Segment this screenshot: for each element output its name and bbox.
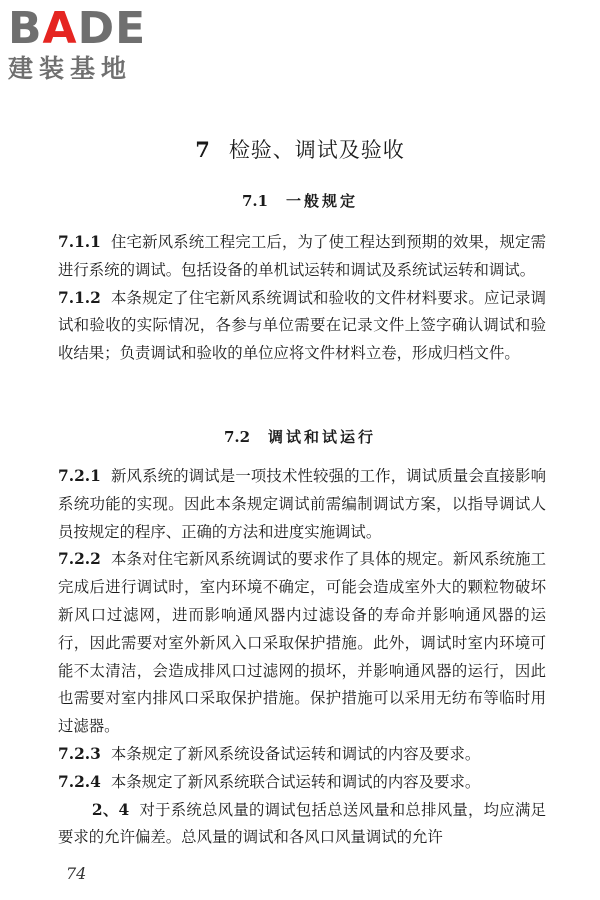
clause-text: 本条对住宅新风系统调试的要求作了具体的规定。新风系统施工完成后进行调试时，室内环境不确定，可能会造成室外大的颗粒物破坏新风口过滤网，进而影响通风器内过滤设备的寿命并影响通风器的运行，因此需要对室外新风入口采取保护措施。此外，调试时室内环境可能不太清洁，会造成排风口过滤网的损坏，并影响通风器的运行，因此也需要对室内排风口采取保护措施。保护措施可以采用无纺布等临时用过滤器。 bbox=[58, 550, 546, 736]
clause-number: 7.2.2 bbox=[58, 550, 101, 569]
section-heading-7-1 bbox=[0, 190, 600, 211]
section-number: 7.2 bbox=[223, 428, 251, 446]
chapter-number: 7 bbox=[195, 137, 211, 162]
clause-text: 新风系统的调试是一项技术性较强的工作，调试质量会直接影响系统功能的实现。因此本条规定调试前需编制调试方案，以指导调试人员按规定的程序、正确的方法和进度实施调试。 bbox=[58, 467, 546, 541]
logo-subtitle: 建装基地 bbox=[8, 54, 133, 83]
clause-number: 7.2.4 bbox=[58, 772, 101, 791]
section-heading-7-2 bbox=[0, 426, 600, 447]
item-text: 对于系统总风量的调试包括总送风量和总排风量，均应满足要求的允许偏差。总风量的调试和各风口风量调试的允许 bbox=[58, 800, 546, 847]
clause-7-2-3 bbox=[58, 741, 546, 769]
sub-item-2-4 bbox=[58, 797, 546, 853]
section-number: 7.1 bbox=[241, 192, 269, 210]
clause-text: 本条规定了新风系统联合试运转和调试的内容及要求。 bbox=[110, 772, 481, 791]
clause-7-2-4 bbox=[58, 769, 546, 797]
page-number: 74 bbox=[66, 864, 87, 883]
publisher-logo bbox=[8, 3, 176, 84]
section-body-7-1 bbox=[58, 229, 546, 368]
chapter-title bbox=[0, 134, 600, 164]
clause-7-1-1 bbox=[58, 229, 546, 285]
section-title: 调试和试运行 bbox=[268, 428, 377, 446]
clause-7-2-2 bbox=[58, 546, 546, 741]
chapter-title-text: 检验、调试及验收 bbox=[228, 138, 405, 162]
clause-number: 7.2.3 bbox=[58, 744, 101, 763]
clause-text: 住宅新风系统工程完工后，为了使工程达到预期的效果，规定需进行系统的调试。包括设备的单机试运转和调试及系统试运转和调试。 bbox=[58, 233, 546, 279]
logo-wordmark: BADE bbox=[8, 3, 147, 54]
clause-text: 本条规定了住宅新风系统调试和验收的文件材料要求。应记录调试和验收的实际情况，各参与单位需要在记录文件上签字确认调试和验收结果；负责调试和验收的单位应将文件材料立卷，形成归档文件。 bbox=[58, 288, 546, 363]
clause-number: 7.1.2 bbox=[58, 288, 101, 307]
clause-number: 7.2.1 bbox=[58, 467, 101, 485]
clause-7-1-2 bbox=[58, 285, 546, 368]
clause-number: 7.1.1 bbox=[58, 233, 101, 251]
item-number: 2、4 bbox=[91, 800, 130, 819]
section-title: 一般规定 bbox=[286, 192, 359, 210]
clause-7-2-1 bbox=[58, 463, 546, 546]
section-body-7-2 bbox=[58, 463, 546, 852]
clause-text: 本条规定了新风系统设备试运转和调试的内容及要求。 bbox=[110, 744, 481, 763]
